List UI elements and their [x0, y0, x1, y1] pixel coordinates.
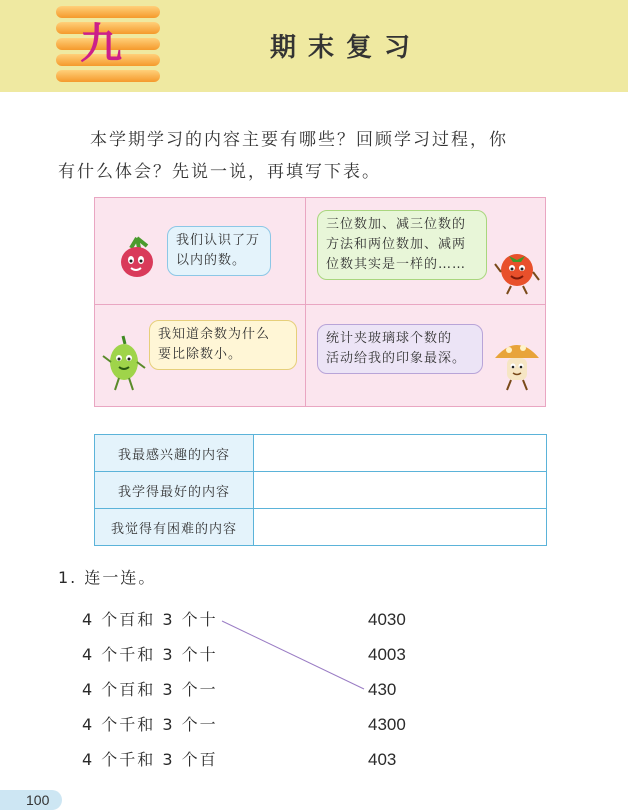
left-item[interactable]: 4 个千和 3 个十 — [82, 645, 218, 664]
exercise-title: 1. 连一连。 — [58, 568, 157, 587]
bubble-text: 要比除数小。 — [158, 347, 243, 362]
chapter-number: 九 — [80, 19, 123, 68]
left-item[interactable]: 4 个千和 3 个一 — [82, 715, 218, 734]
bubble-text: 方法和两位数加、减两 — [326, 237, 467, 252]
intro-line-2: 有什么体会？先说一说，再填写下表。 — [58, 162, 381, 182]
row-label: 我学得最好的内容 — [95, 472, 254, 509]
chapter-title: 期末复习 — [270, 33, 423, 63]
bubble-text: 我知道余数为什么 — [158, 327, 271, 342]
page-number: 100 — [0, 790, 62, 810]
bubble-text: 活动给我的印象最深。 — [326, 351, 467, 366]
bubble-text: 我们认识了万 — [176, 233, 261, 248]
left-item[interactable]: 4 个千和 3 个百 — [82, 750, 218, 769]
right-item[interactable]: 430 — [368, 680, 397, 699]
row-label: 我最感兴趣的内容 — [95, 435, 254, 472]
left-item[interactable]: 4 个百和 3 个一 — [82, 680, 218, 699]
left-item[interactable]: 4 个百和 3 个十 — [82, 610, 218, 629]
bubble-text: 以内的数。 — [176, 253, 247, 268]
bubble-text: 三位数加、减三位数的 — [326, 217, 467, 232]
bubble-text: 位数其实是一样的…… — [326, 257, 467, 272]
connection-line — [222, 621, 364, 689]
intro-line-1: 本学期学习的内容主要有哪些？回顾学习过程，你 — [90, 130, 508, 150]
row-label: 我觉得有困难的内容 — [95, 509, 254, 546]
right-item[interactable]: 403 — [368, 750, 397, 769]
right-item[interactable]: 4003 — [368, 645, 406, 664]
right-item[interactable]: 4300 — [368, 715, 406, 734]
bubble-text: 统计夹玻璃球个数的 — [326, 331, 453, 346]
right-item[interactable]: 4030 — [368, 610, 406, 629]
